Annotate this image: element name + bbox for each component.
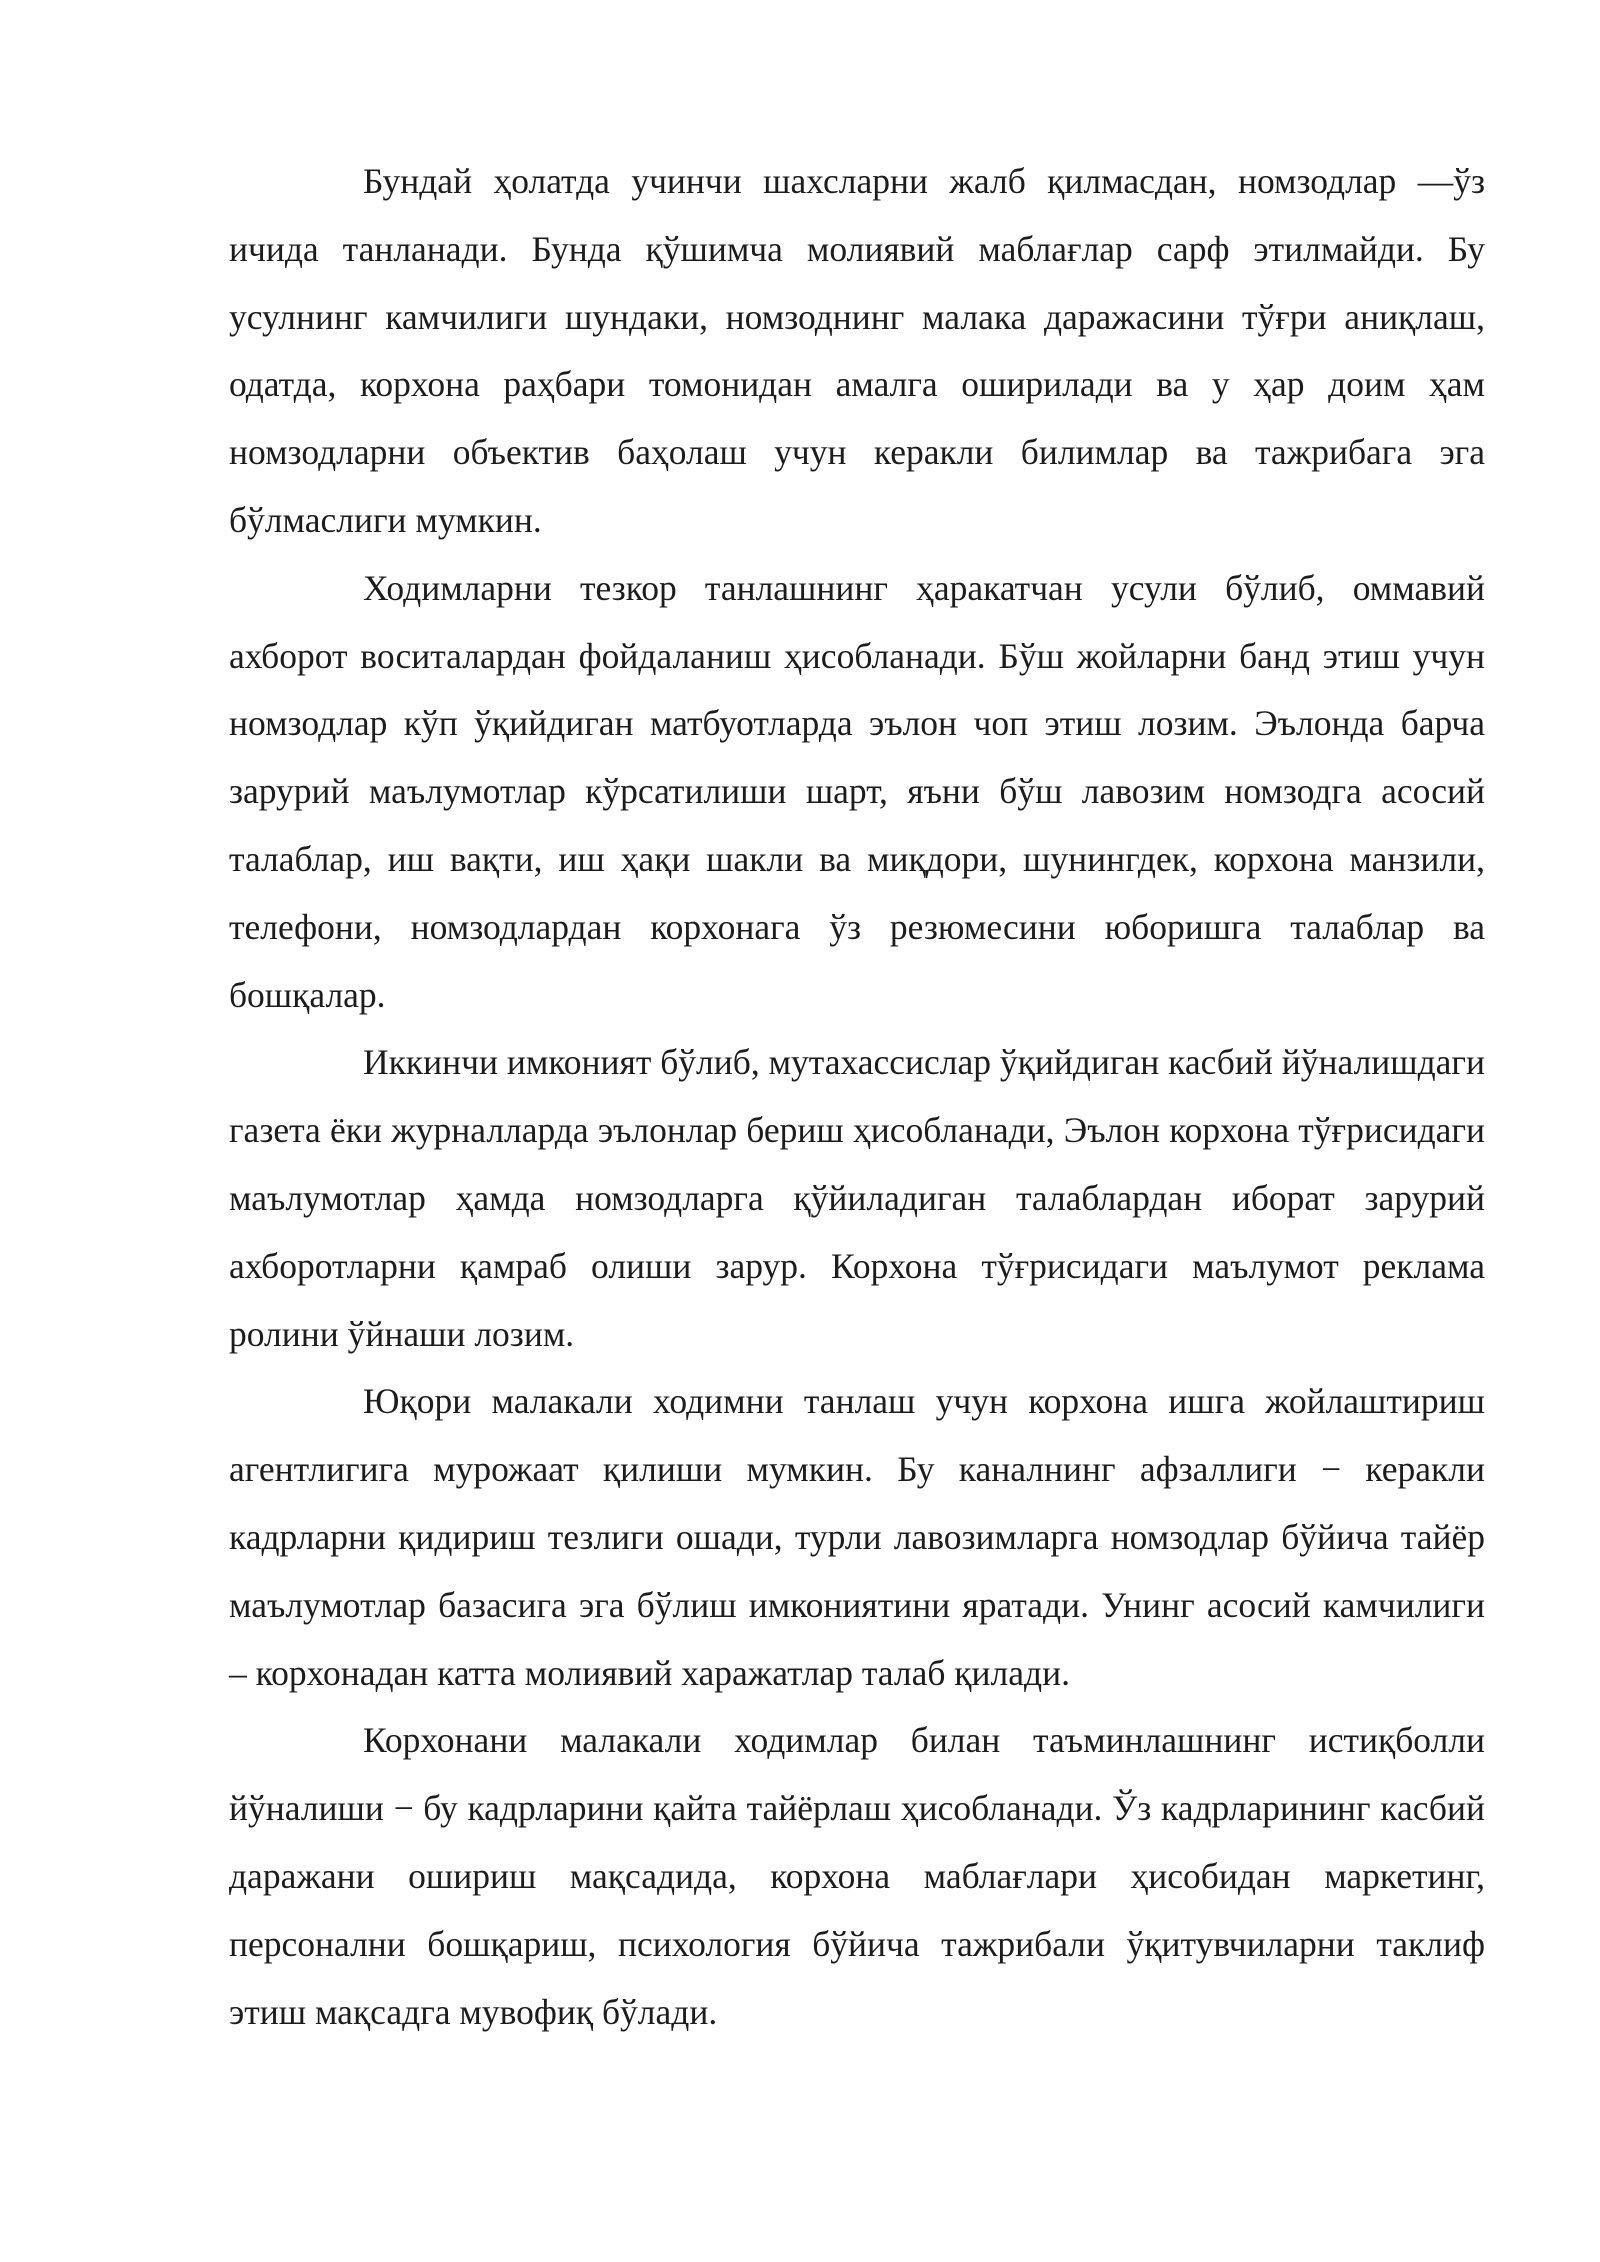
paragraph-1: Бундай ҳолатда учинчи шахсларни жалб қилмасдан, номзодлар —ўз ичида танланади. Бунда қўшимча молиявий маблағлар сарф этилмайди. Бу усулнинг камчилиги шундаки, номзоднинг малака даражасини тўғри аниқлаш, одатда, корхона раҳбари томонидан амалга оширилади ва у ҳар доим ҳам номзодларни объектив баҳолаш учун керакли билимлар ва тажрибага эга бўлмаслиги мумкин. <box>229 161 1485 540</box>
body-text <box>229 148 1485 2046</box>
paragraph-3: Иккинчи имконият бўлиб, мутахассислар ўқийдиган касбий йўналишдаги газета ёки журналларда эълонлар бериш ҳисобланади, Эълон корхона тўғрисидаги маълумотлар ҳамда номзодларга қўйиладиган талаблардан иборат зарурий ахборотларни қамраб олиши зарур. Корхона тўғрисидаги маълумот реклама ролини ўйнаши лозим. <box>229 1042 1485 1354</box>
paragraph-4: Юқори малакали ходимни танлаш учун корхона ишга жойлаштириш агентлигига мурожаат қилиши мумкин. Бу каналнинг афзаллиги − керакли кадрларни қидириш тезлиги ошади, турли лавозимларга номзодлар бўйича тайёр маълумотлар базасига эга бўлиш имкониятини яратади. Унинг асосий камчилиги – корхонадан катта молиявий харажатлар талаб қилади. <box>229 1381 1485 1693</box>
paragraph-5: Корхонани малакали ходимлар билан таъминлашнинг истиқболли йўналиши − бу кадрларини қайта тайёрлаш ҳисобланади. Ўз кадрларининг касбий даражани ошириш мақсадида, корхона маблағлари ҳисобидан маркетинг, персонални бошқариш, психология бўйича тажрибали ўқитувчиларни таклиф этиш мақсадга мувофиқ бўлади. <box>229 1720 1485 2032</box>
paragraph-2: Ходимларни тезкор танлашнинг ҳаракатчан усули бўлиб, оммавий ахборот воситалардан фойдаланиш ҳисобланади. Бўш жойларни банд этиш учун номзодлар кўп ўқийдиган матбуотларда эълон чоп этиш лозим. Эълонда барча зарурий маълумотлар кўрсатилиши шарт, яъни бўш лавозим номзодга асосий талаблар, иш вақти, иш ҳақи шакли ва миқдори, шунингдек, корхона манзили, телефони, номзодлардан корхонага ўз резюмесини юборишга талаблар ва бошқалар. <box>229 567 1485 1015</box>
